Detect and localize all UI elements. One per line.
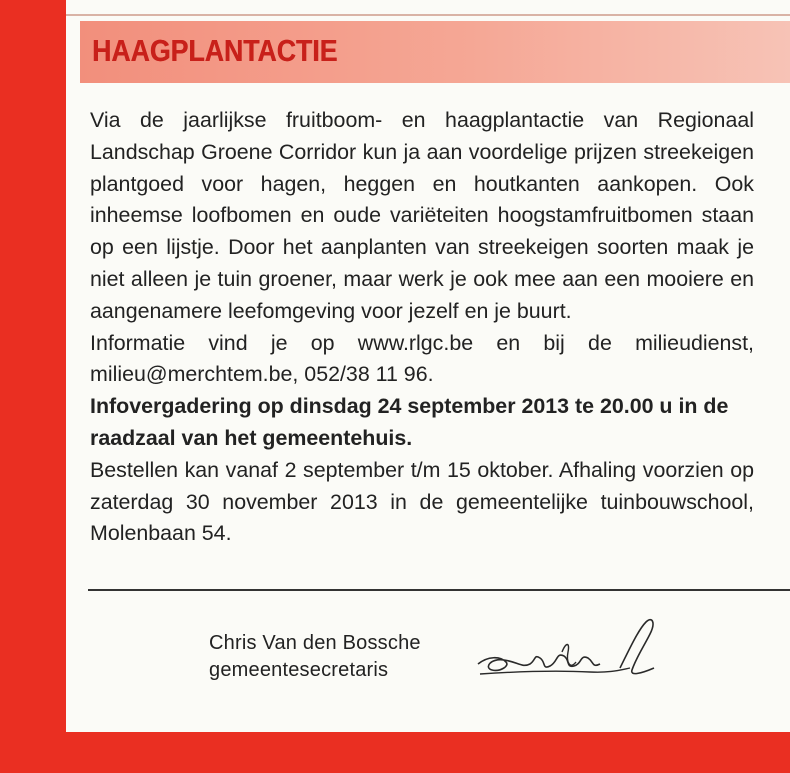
handwritten-signature xyxy=(470,612,670,692)
top-rule xyxy=(66,0,790,16)
contact-paragraph: Informatie vind je op www.rlgc.be en bij de milieudienst, milieu@merchtem.be, 052/38 11 96. xyxy=(90,330,754,387)
article-body xyxy=(90,105,754,550)
bottom-border xyxy=(0,732,790,773)
divider-line xyxy=(88,589,790,591)
intro-paragraph: Via de jaarlijkse fruitboom- en haagplantactie van Regionaal Landschap Groene Corridor kun ja aan voordelige prijzen streekeigen plantgoed voor hagen, heggen en houtkanten aankopen. Ook inheemse loofbomen en oude variëteiten hoogstamfruitbomen staan op een lijstje. Door het aanplanten van streekeigen soorten maak je niet alleen je tuin groener, maar werk je ook mee aan een mooiere en aangenamere leefomgeving voor jezelf en je buurt. xyxy=(90,108,754,323)
signatory-role: gemeentesecretaris xyxy=(209,659,389,681)
meeting-notice: Infovergadering op dinsdag 24 september 2013 te 20.00 u in de raadzaal van het gemeentehuis. xyxy=(90,394,729,450)
signatory-name: Chris Van den Bossche xyxy=(209,632,421,654)
page-title: HAAGPLANTACTIE xyxy=(92,33,338,68)
order-paragraph: Bestellen kan vanaf 2 september t/m 15 oktober. Afhaling voorzien op zaterdag 30 november 2013 in de gemeentelijke tuinbouwschool, Molenbaan 54. xyxy=(90,457,754,546)
